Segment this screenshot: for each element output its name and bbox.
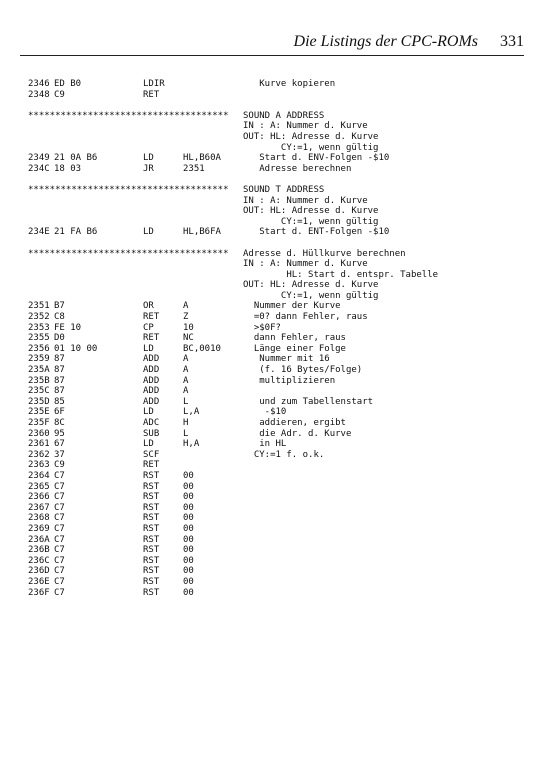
comment-cell: =0? dann Fehler, raus <box>243 312 368 323</box>
comment-cell: CY:=1 f. o.k. <box>243 449 325 460</box>
listing-row <box>28 503 528 514</box>
listing-gap <box>28 100 528 111</box>
opcode-bytes-cell: C7 <box>54 492 65 503</box>
address-cell: 2346 <box>28 79 50 89</box>
listing-row <box>28 482 528 493</box>
address-cell: 2367 <box>28 502 50 513</box>
mnemonic-cell: RET <box>143 460 160 471</box>
mnemonic-cell: RST <box>143 587 160 598</box>
page-title: Die Listings der CPC-ROMs <box>293 33 478 50</box>
address-cell: 236D <box>28 566 50 577</box>
mnemonic-cell: ADD <box>143 375 160 386</box>
listing-row <box>28 439 528 450</box>
listing-row <box>28 566 528 577</box>
address-cell: 2362 <box>28 449 50 460</box>
mnemonic-cell: RET <box>143 312 160 323</box>
comment-cell: (f. 16 Bytes/Folge) <box>243 365 363 376</box>
opcode-bytes-cell: 95 <box>54 428 65 439</box>
opcode-bytes-cell: 87 <box>54 375 65 386</box>
operand-cell: L <box>183 396 189 407</box>
mnemonic-cell: JR <box>143 163 154 174</box>
comment-cell: OUT: HL: Adresse d. Kurve <box>243 280 379 291</box>
opcode-bytes-cell: D0 <box>54 333 65 344</box>
comment-cell: CY:=1, wenn gültig <box>243 142 379 153</box>
address-cell: 2360 <box>28 428 50 439</box>
opcode-bytes-cell: C7 <box>54 545 65 556</box>
listing-separator-row <box>28 111 528 122</box>
comment-cell: >$0F? <box>243 322 281 333</box>
mnemonic-cell: RST <box>143 566 160 577</box>
listing-row <box>28 471 528 482</box>
mnemonic-cell: LD <box>143 407 154 418</box>
operand-cell: 10 <box>183 322 194 333</box>
address-cell: 235A <box>28 365 50 376</box>
operand-cell: 00 <box>183 492 194 503</box>
mnemonic-cell: RET <box>143 89 160 100</box>
listing-row <box>28 206 528 217</box>
mnemonic-cell: SUB <box>143 428 160 439</box>
operand-cell: 00 <box>183 502 194 513</box>
operand-cell: BC,0010 <box>183 343 221 354</box>
comment-cell: die Adr. d. Kurve <box>243 428 352 439</box>
address-cell: 2368 <box>28 513 50 524</box>
opcode-bytes-cell: C7 <box>54 523 65 534</box>
listing-row <box>28 79 528 90</box>
opcode-bytes-cell: C7 <box>54 534 65 545</box>
listing-gap <box>28 174 528 185</box>
mnemonic-cell: ADD <box>143 365 160 376</box>
mnemonic-cell: ADD <box>143 396 160 407</box>
listing-row <box>28 280 528 291</box>
mnemonic-cell: LD <box>143 227 154 238</box>
listing-row <box>28 407 528 418</box>
comment-cell: Start d. ENV-Folgen -$10 <box>243 153 390 164</box>
opcode-bytes-cell: 87 <box>54 386 65 397</box>
opcode-bytes-cell: C9 <box>54 460 65 471</box>
mnemonic-cell: CP <box>143 322 154 333</box>
opcode-bytes-cell: C8 <box>54 312 65 323</box>
listing-row <box>28 312 528 323</box>
listing-row <box>28 577 528 588</box>
comment-cell: HL: Start d. entspr. Tabelle <box>243 269 439 280</box>
comment-cell: SOUND A ADDRESS <box>243 110 325 121</box>
listing-row <box>28 270 528 281</box>
address-cell: 2351 <box>28 301 50 312</box>
address-cell: 236B <box>28 545 50 556</box>
address-cell: 235E <box>28 407 50 418</box>
listing-row <box>28 492 528 503</box>
listing-row <box>28 354 528 365</box>
opcode-bytes-cell: C7 <box>54 587 65 598</box>
opcode-bytes-cell: 87 <box>54 354 65 365</box>
listing-row <box>28 301 528 312</box>
opcode-bytes-cell: C7 <box>54 481 65 492</box>
address-cell: 234C <box>28 163 50 174</box>
listing-row <box>28 153 528 164</box>
opcode-bytes-cell: C9 <box>54 89 65 100</box>
mnemonic-cell: RST <box>143 502 160 513</box>
address-cell: 235C <box>28 386 50 397</box>
comment-cell: addieren, ergibt <box>243 418 346 428</box>
listing-gap <box>28 238 528 249</box>
operand-cell: 00 <box>183 513 194 524</box>
operand-cell: A <box>183 354 189 365</box>
comment-cell: Länge einer Folge <box>243 343 346 354</box>
operand-cell: A <box>183 386 189 397</box>
mnemonic-cell: LD <box>143 439 154 450</box>
operand-cell: 00 <box>183 576 194 587</box>
address-cell: 2348 <box>28 89 50 100</box>
comment-cell: OUT: HL: Adresse d. Kurve <box>243 206 379 217</box>
mnemonic-cell: RST <box>143 534 160 545</box>
opcode-bytes-cell: 21 FA B6 <box>54 227 98 238</box>
mnemonic-cell: RST <box>143 545 160 556</box>
listing-row <box>28 535 528 546</box>
page-number: 331 <box>500 33 524 50</box>
comment-cell: Nummer mit 16 <box>243 354 330 365</box>
mnemonic-cell: ADD <box>143 354 160 365</box>
operand-cell: 00 <box>183 587 194 598</box>
opcode-bytes-cell: 21 0A B6 <box>54 153 98 164</box>
opcode-bytes-cell: C7 <box>54 555 65 566</box>
address-cell: 236A <box>28 534 50 545</box>
mnemonic-cell: LD <box>143 153 154 164</box>
comment-cell: -$10 <box>243 407 287 418</box>
operand-cell: HL,B60A <box>183 153 221 164</box>
comment-cell: und zum Tabellenstart <box>243 396 374 407</box>
comment-cell: IN : A: Nummer d. Kurve <box>243 195 368 206</box>
operand-cell: H,A <box>183 439 200 450</box>
opcode-bytes-cell: 85 <box>54 396 65 407</box>
mnemonic-cell: RST <box>143 513 160 524</box>
opcode-bytes-cell: C7 <box>54 513 65 524</box>
operand-cell: H <box>183 418 189 428</box>
listing-row <box>28 217 528 228</box>
listing-row <box>28 545 528 556</box>
address-cell: 235D <box>28 396 50 407</box>
page-header <box>20 29 524 56</box>
listing-row <box>28 344 528 355</box>
address-cell: 234E <box>28 227 50 238</box>
listing-row <box>28 524 528 535</box>
opcode-bytes-cell: 87 <box>54 365 65 376</box>
opcode-bytes-cell: 6F <box>54 407 65 418</box>
mnemonic-cell: RST <box>143 492 160 503</box>
operand-cell: L,A <box>183 407 200 418</box>
opcode-bytes-cell: ED B0 <box>54 79 82 89</box>
address-cell: 2365 <box>28 481 50 492</box>
address-cell: 2349 <box>28 153 50 164</box>
address-cell: 2352 <box>28 312 50 323</box>
comment-cell: in HL <box>243 439 287 450</box>
mnemonic-cell: RST <box>143 555 160 566</box>
comment-cell: Kurve kopieren <box>243 79 336 89</box>
listing-row <box>28 513 528 524</box>
comment-cell: IN : A: Nummer d. Kurve <box>243 121 368 132</box>
mnemonic-cell: ADC <box>143 418 160 428</box>
operand-cell: A <box>183 301 189 312</box>
listing-row <box>28 397 528 408</box>
operand-cell: 2351 <box>183 163 205 174</box>
comment-cell: Adresse berechnen <box>243 163 352 174</box>
comment-cell: CY:=1, wenn gültig <box>243 290 379 301</box>
operand-cell: HL,B6FA <box>183 227 221 238</box>
comment-cell: OUT: HL: Adresse d. Kurve <box>243 131 379 142</box>
comment-cell: Start d. ENT-Folgen -$10 <box>243 227 390 238</box>
comment-cell: CY:=1, wenn gültig <box>243 216 379 227</box>
opcode-bytes-cell: C7 <box>54 502 65 513</box>
listing-row <box>28 556 528 567</box>
operand-cell: 00 <box>183 566 194 577</box>
listing-row <box>28 429 528 440</box>
listing-row <box>28 196 528 207</box>
comment-cell: SOUND T ADDRESS <box>243 184 325 195</box>
opcode-bytes-cell: 8C <box>54 418 65 428</box>
mnemonic-cell: OR <box>143 301 154 312</box>
opcode-bytes-cell: FE 10 <box>54 322 82 333</box>
comment-cell: IN : A: Nummer d. Kurve <box>243 259 368 270</box>
address-cell: 235B <box>28 375 50 386</box>
comment-cell: Nummer der Kurve <box>243 301 341 312</box>
operand-cell: 00 <box>183 523 194 534</box>
address-cell: 236C <box>28 555 50 566</box>
opcode-bytes-cell: C7 <box>54 470 65 481</box>
mnemonic-cell: RST <box>143 523 160 534</box>
listing-row <box>28 588 528 599</box>
mnemonic-cell: RET <box>143 333 160 344</box>
address-cell: 2369 <box>28 523 50 534</box>
address-cell: 2364 <box>28 470 50 481</box>
mnemonic-cell: RST <box>143 470 160 481</box>
mnemonic-cell: LD <box>143 343 154 354</box>
address-cell: 2366 <box>28 492 50 503</box>
address-cell: 2356 <box>28 343 50 354</box>
operand-cell: Z <box>183 312 189 323</box>
mnemonic-cell: RST <box>143 576 160 587</box>
separator-stars: ************************************* <box>28 110 229 121</box>
comment-cell: dann Fehler, raus <box>243 333 346 344</box>
address-cell: 2359 <box>28 354 50 365</box>
address-cell: 235F <box>28 418 50 428</box>
listing-row <box>28 291 528 302</box>
operand-cell: NC <box>183 333 194 344</box>
listing-row <box>28 365 528 376</box>
listing-row <box>28 450 528 461</box>
listing-row <box>28 460 528 471</box>
operand-cell: 00 <box>183 481 194 492</box>
opcode-bytes-cell: 37 <box>54 449 65 460</box>
address-cell: 2361 <box>28 439 50 450</box>
address-cell: 236F <box>28 587 50 598</box>
listing-row <box>28 333 528 344</box>
opcode-bytes-cell: 01 10 00 <box>54 343 98 354</box>
opcode-bytes-cell: 67 <box>54 439 65 450</box>
listing-row <box>28 323 528 334</box>
listing-row <box>28 386 528 397</box>
assembly-listing <box>28 79 528 598</box>
address-cell: 2355 <box>28 333 50 344</box>
listing-row <box>28 121 528 132</box>
listing-row <box>28 227 528 238</box>
address-cell: 2363 <box>28 460 50 471</box>
separator-stars: ************************************* <box>28 184 229 195</box>
mnemonic-cell: SCF <box>143 449 160 460</box>
listing-separator-row <box>28 185 528 196</box>
opcode-bytes-cell: C7 <box>54 566 65 577</box>
address-cell: 236E <box>28 576 50 587</box>
listing-row <box>28 143 528 154</box>
comment-cell: multiplizieren <box>243 375 336 386</box>
address-cell: 2353 <box>28 322 50 333</box>
listing-row <box>28 418 528 429</box>
operand-cell: 00 <box>183 545 194 556</box>
separator-stars: ************************************* <box>28 248 229 259</box>
opcode-bytes-cell: B7 <box>54 301 65 312</box>
listing-row <box>28 259 528 270</box>
mnemonic-cell: RST <box>143 481 160 492</box>
listing-row <box>28 376 528 387</box>
mnemonic-cell: ADD <box>143 386 160 397</box>
operand-cell: 00 <box>183 470 194 481</box>
opcode-bytes-cell: 18 03 <box>54 163 82 174</box>
operand-cell: L <box>183 428 189 439</box>
operand-cell: 00 <box>183 555 194 566</box>
operand-cell: A <box>183 365 189 376</box>
listing-separator-row <box>28 249 528 260</box>
listing-row <box>28 90 528 101</box>
listing-row <box>28 164 528 175</box>
mnemonic-cell: LDIR <box>143 79 165 89</box>
opcode-bytes-cell: C7 <box>54 576 65 587</box>
listing-row <box>28 132 528 143</box>
operand-cell: 00 <box>183 534 194 545</box>
operand-cell: A <box>183 375 189 386</box>
comment-cell: Adresse d. Hüllkurve berechnen <box>243 248 406 259</box>
